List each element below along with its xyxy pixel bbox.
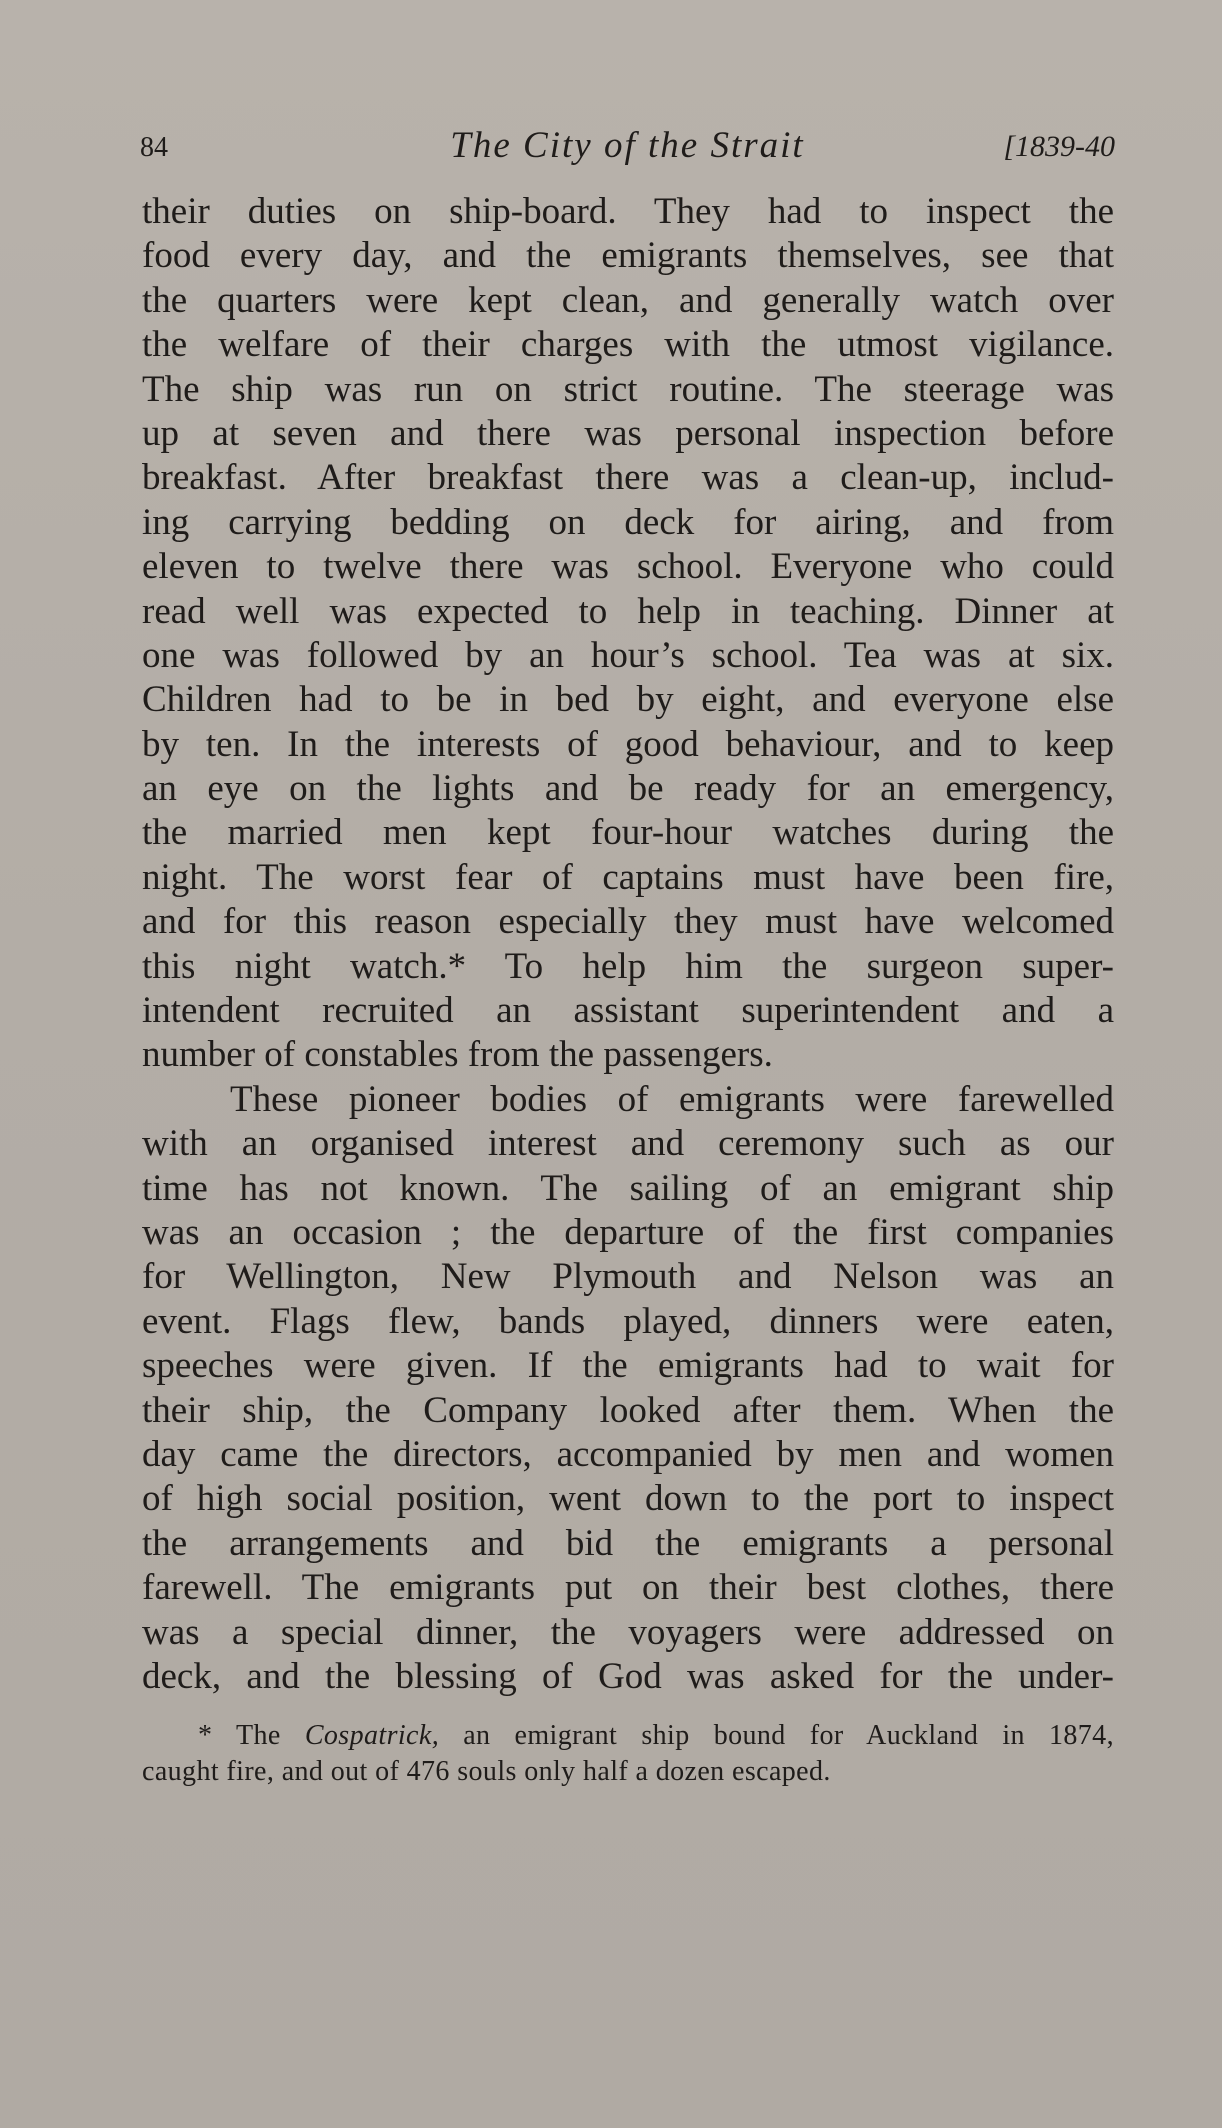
body-line: the married men kept four-hour watches during the (142, 812, 1114, 854)
body-line: time has not known. The sailing of an emigrant ship (142, 1167, 1114, 1209)
footnote-line: caught fire, and out of 476 souls only half a dozen escaped. (142, 1756, 831, 1787)
body-line: of high social position, went down to the port to inspect (142, 1478, 1114, 1520)
body-line: event. Flags flew, bands played, dinners were eaten, (142, 1300, 1114, 1342)
body-line: read well was expected to help in teaching. Dinner at (142, 590, 1114, 632)
body-line: night. The worst fear of captains must have been fire, (142, 856, 1114, 898)
running-title: The City of the Strait (450, 125, 805, 166)
body-line: breakfast. After breakfast there was a clean-up, includ- (142, 457, 1114, 499)
body-line: The ship was run on strict routine. The steerage was (142, 368, 1114, 410)
footnote-line (142, 1718, 1114, 1754)
date-range: [1839-40 (1003, 130, 1115, 163)
body-line: farewell. The emigrants put on their best clothes, there (142, 1567, 1114, 1609)
body-line: their duties on ship-board. They had to inspect the (142, 191, 1114, 232)
body-line: up at seven and there was personal inspection before (142, 412, 1114, 454)
body-line: their ship, the Company looked after them. When the (142, 1389, 1114, 1431)
page-number: 84 (140, 132, 168, 163)
body-line: intendent recruited an assistant superintendent and a (142, 990, 1114, 1032)
body-line: Children had to be in bed by eight, and everyone else (142, 679, 1114, 721)
body-line: an eye on the lights and be ready for an emergency, (142, 768, 1114, 810)
body-line: with an organised interest and ceremony such as our (142, 1123, 1114, 1165)
body-line: this night watch.* To help him the surgeon super- (142, 945, 1114, 987)
footnote-marker: * The (198, 1720, 281, 1751)
body-text (142, 190, 1114, 1699)
body-line: speeches were given. If the emigrants had to wait for (142, 1345, 1114, 1387)
body-line: the quarters were kept clean, and generally watch over (142, 279, 1114, 321)
body-line: ing carrying bedding on deck for airing, and from (142, 501, 1114, 543)
body-line: eleven to twelve there was school. Everyone who could (142, 546, 1114, 588)
body-line: was a special dinner, the voyagers were addressed on (142, 1611, 1114, 1653)
body-line: and for this reason especially they must have welcomed (142, 901, 1114, 943)
body-line: for Wellington, New Plymouth and Nelson was an (142, 1256, 1114, 1298)
body-line: deck, and the blessing of God was asked for the under- (142, 1655, 1114, 1697)
footnote-text: an emigrant ship bound for Auckland in 1874, (463, 1720, 1114, 1751)
body-line: food every day, and the emigrants themselves, see that (142, 235, 1114, 277)
body-line: number of constables from the passengers. (142, 1034, 773, 1076)
body-line: day came the directors, accompanied by men and women (142, 1433, 1114, 1475)
paragraph-start-line: These pioneer bodies of emigrants were farewelled (230, 1078, 1114, 1120)
page-header (140, 124, 1115, 174)
body-line: by ten. In the interests of good behaviour, and to keep (142, 723, 1114, 765)
footnote (142, 1718, 1114, 1790)
footnote-ship-name: Cospatrick, (304, 1720, 440, 1751)
body-line: one was followed by an hour’s school. Tea was at six. (142, 634, 1114, 676)
body-line: was an occasion ; the departure of the first companies (142, 1211, 1114, 1253)
body-line: the arrangements and bid the emigrants a personal (142, 1522, 1114, 1564)
body-line: the welfare of their charges with the utmost vigilance. (142, 324, 1114, 366)
